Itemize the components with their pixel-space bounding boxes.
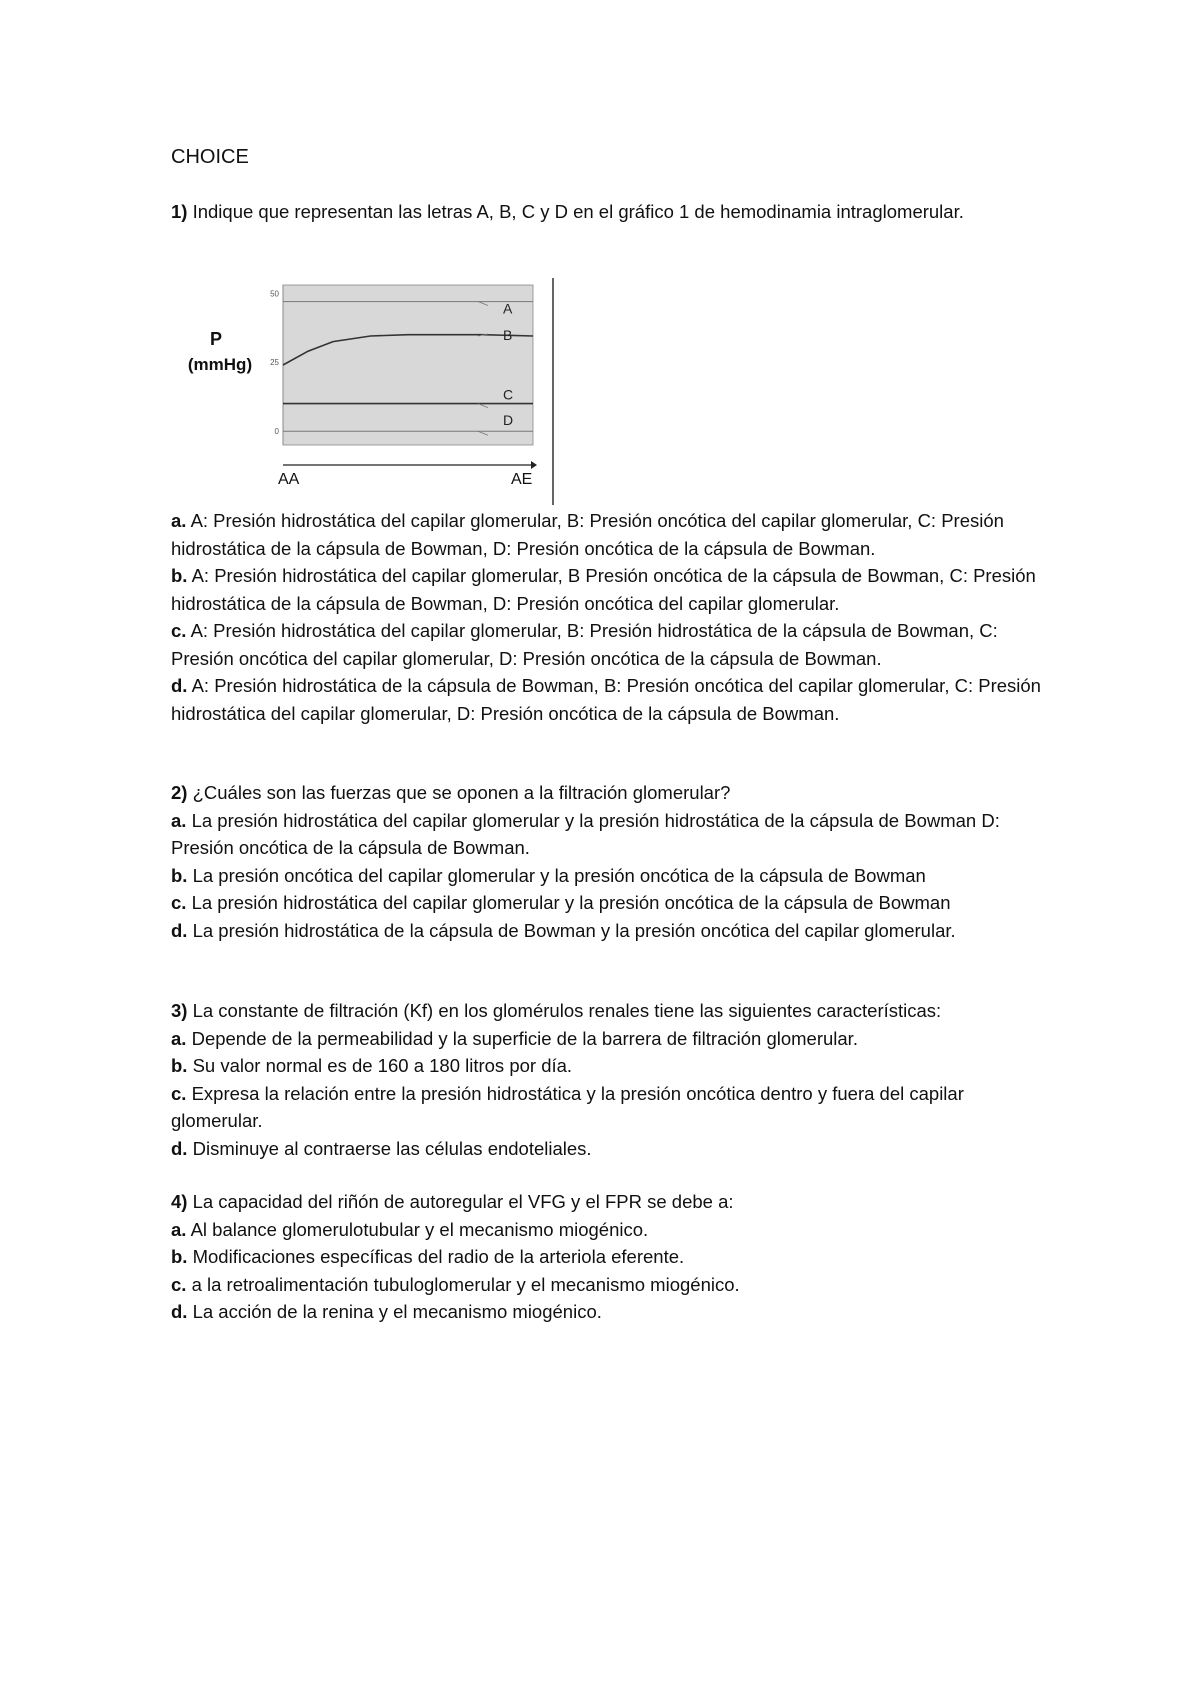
question-number: 4) (171, 1191, 188, 1212)
x-label-end: AE (511, 471, 533, 488)
option-text: Depende de la permeabilidad y la superficie de la barrera de filtración glomerular. (191, 1027, 858, 1049)
series-label-d: D (503, 412, 514, 429)
x-axis-arrowhead (531, 461, 537, 469)
option-a[interactable] (171, 1025, 1051, 1053)
option-text: A: Presión hidrostática del capilar glomerular, B: Presión oncótica del capilar glomerular, C: Presión hidrostática de la cápsula de Bowman, D: Presión oncótica de la cápsula de Bowman. (171, 510, 1004, 559)
question-2-stem (171, 779, 1051, 807)
chart-svg (178, 270, 568, 510)
question-number: 1) (171, 201, 188, 222)
option-text: Su valor normal es de 160 a 180 litros por día. (192, 1055, 573, 1076)
option-letter: c. (171, 1082, 187, 1104)
option-a[interactable] (171, 507, 1051, 562)
option-b[interactable] (171, 1052, 1051, 1080)
option-letter: a. (171, 809, 187, 831)
option-a[interactable] (171, 807, 1051, 862)
option-d[interactable] (171, 672, 1051, 727)
question-1 (171, 198, 1051, 226)
y-tick-label: 25 (270, 358, 279, 368)
option-text: Disminuye al contraerse las células endoteliales. (192, 1137, 592, 1159)
question-4-stem (171, 1188, 1051, 1216)
option-letter: b. (171, 1055, 188, 1076)
option-text: La presión hidrostática del capilar glomerular y la presión oncótica de la cápsula de Bowman (191, 892, 951, 913)
option-b[interactable] (171, 562, 1051, 617)
question-2 (171, 779, 1051, 944)
question-text: ¿Cuáles son las fuerzas que se oponen a la filtración glomerular? (192, 782, 731, 803)
option-letter: d. (171, 675, 188, 696)
option-b[interactable] (171, 862, 1051, 890)
option-letter: c. (171, 620, 187, 641)
option-letter: a. (171, 1218, 187, 1240)
series-label-c: C (503, 386, 514, 403)
option-text: Modificaciones específicas del radio de la arteriola eferente. (192, 1246, 685, 1267)
series-label-b: B (503, 327, 513, 344)
question-1-stem (171, 198, 1051, 226)
document-title: CHOICE (171, 146, 249, 168)
option-d[interactable] (171, 1298, 1051, 1326)
option-d[interactable] (171, 1135, 1051, 1163)
option-letter: d. (171, 919, 188, 941)
option-text: La presión hidrostática de la cápsula de Bowman y la presión oncótica del capilar glomerular. (192, 919, 956, 941)
option-b[interactable] (171, 1243, 1051, 1271)
option-text: a la retroalimentación tubuloglomerular y el mecanismo miogénico. (191, 1273, 740, 1295)
question-number: 3) (171, 1000, 188, 1021)
question-3-stem (171, 997, 1051, 1025)
option-text: La acción de la renina y el mecanismo miogénico. (192, 1301, 602, 1322)
question-text: La capacidad del riñón de autoregular el VFG y el FPR se debe a: (192, 1191, 734, 1212)
y-tick-label: 0 (274, 427, 279, 437)
option-text: A: Presión hidrostática del capilar glomerular, B Presión oncótica de la cápsula de Bowman, C: Presión hidrostática de la cápsula de Bowman, D: Presión oncótica del capilar glomerular. (171, 565, 1036, 614)
option-letter: c. (171, 892, 187, 913)
option-letter: d. (171, 1301, 188, 1322)
hemodynamics-chart (178, 270, 568, 510)
option-c[interactable] (171, 889, 1051, 917)
question-3 (171, 997, 1051, 1162)
x-label-start: AA (278, 471, 300, 488)
question-text: Indique que representan las letras A, B, C y D en el gráfico 1 de hemodinamia intraglomerular. (192, 201, 964, 222)
option-letter: c. (171, 1273, 187, 1295)
option-letter: b. (171, 565, 188, 586)
y-tick-label: 50 (270, 289, 279, 299)
option-letter: d. (171, 1137, 188, 1159)
option-letter: b. (171, 864, 188, 886)
option-a[interactable] (171, 1216, 1051, 1244)
question-text: La constante de filtración (Kf) en los glomérulos renales tiene las siguientes características: (192, 1000, 942, 1021)
option-c[interactable] (171, 617, 1051, 672)
question-number: 2) (171, 782, 188, 803)
option-text: La presión hidrostática del capilar glomerular y la presión hidrostática de la cápsula de Bowman D: Presión oncótica de la cápsula de Bowman. (171, 809, 1000, 858)
plot-area (283, 285, 533, 445)
y-axis-label: P (209, 329, 223, 349)
option-text: Al balance glomerulotubular y el mecanismo miogénico. (190, 1218, 649, 1240)
series-label-a: A (503, 300, 513, 317)
option-c[interactable] (171, 1271, 1051, 1299)
y-axis-unit-label: (mmHg) (187, 355, 253, 374)
option-letter: a. (171, 1027, 187, 1049)
option-text: Expresa la relación entre la presión hidrostática y la presión oncótica dentro y fuera del capilar glomerular. (171, 1082, 964, 1131)
option-text: A: Presión hidrostática del capilar glomerular, B: Presión hidrostática de la cápsula de Bowman, C: Presión oncótica del capilar glomerular, D: Presión oncótica de la cápsula de Bowman. (171, 620, 998, 669)
option-letter: b. (171, 1246, 188, 1267)
option-letter: a. (171, 510, 187, 531)
question-4 (171, 1188, 1051, 1326)
option-d[interactable] (171, 917, 1051, 945)
option-c[interactable] (171, 1080, 1051, 1135)
option-text: La presión oncótica del capilar glomerular y la presión oncótica de la cápsula de Bowman (192, 864, 926, 886)
question-1-options (171, 507, 1051, 727)
option-text: A: Presión hidrostática de la cápsula de Bowman, B: Presión oncótica del capilar glomerular, C: Presión hidrostática del capilar glomerular, D: Presión oncótica de la cápsula de Bowman. (171, 675, 1041, 724)
